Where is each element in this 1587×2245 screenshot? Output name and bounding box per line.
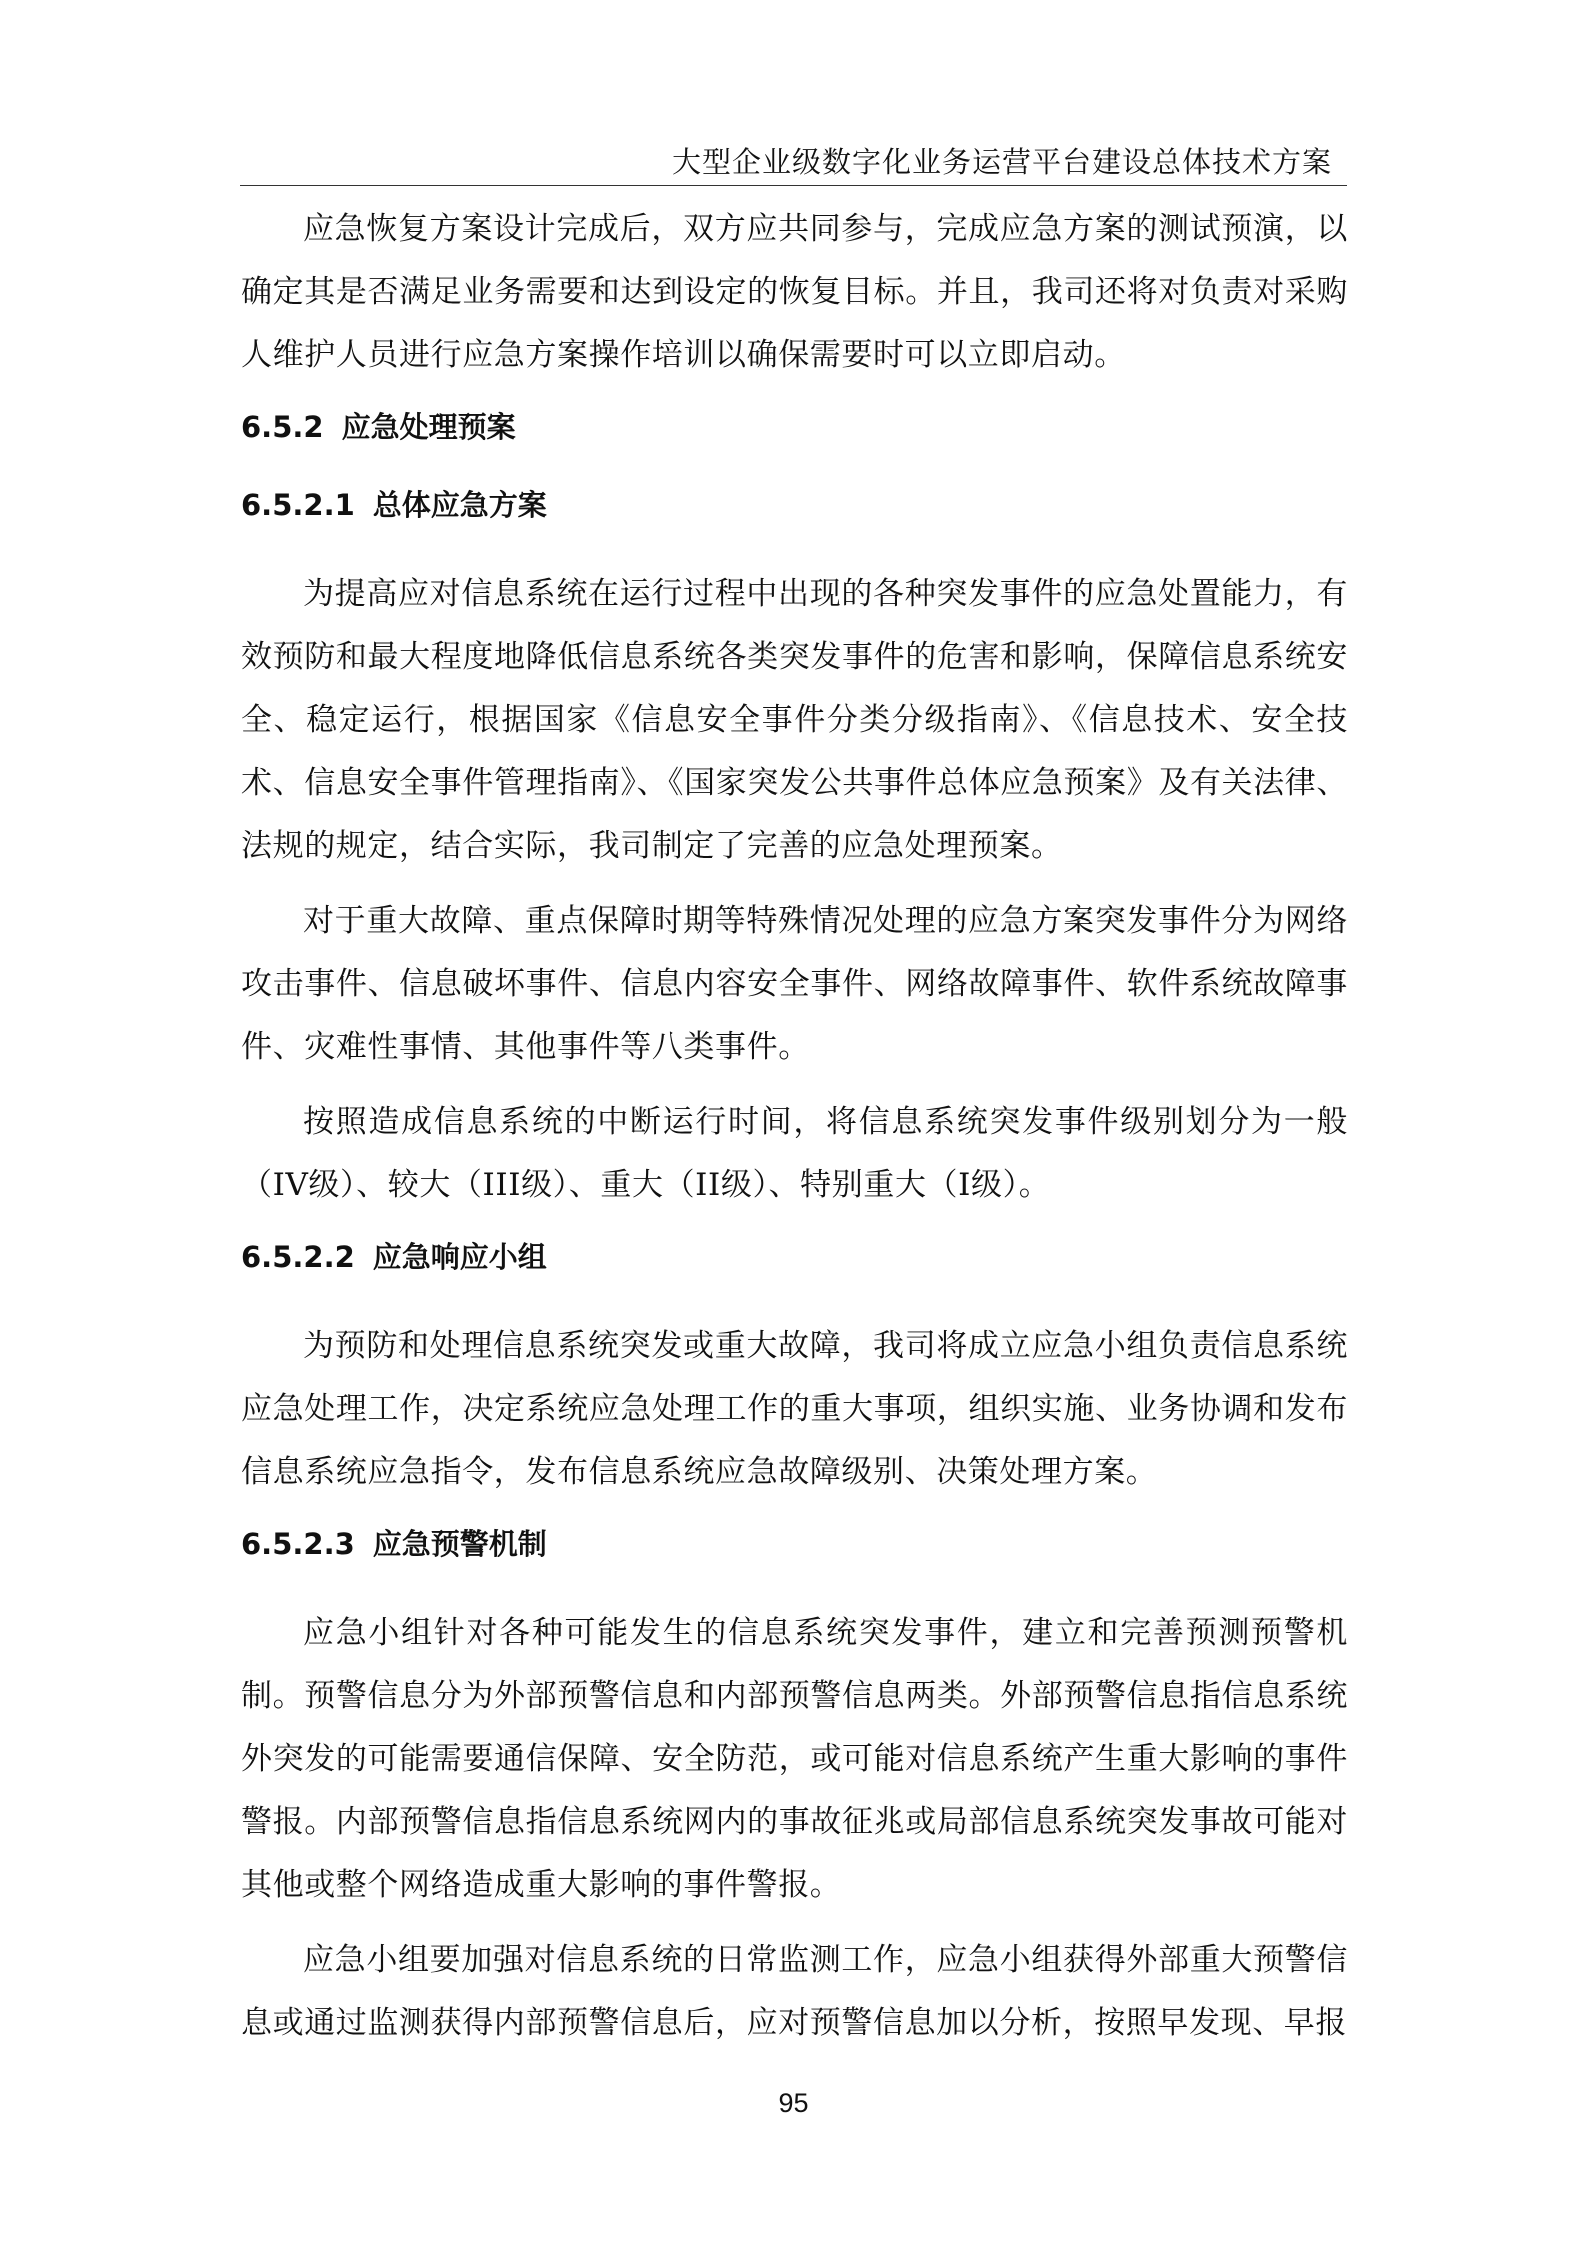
subsection-heading-6-5-2-2 [241,1237,1348,1277]
section-heading-6-5-2 [241,407,1348,447]
section-title: 总体应急方案 [372,488,547,522]
section-title: 应急预警机制 [372,1527,547,1561]
page-content [241,198,1348,2055]
section-title: 应急响应小组 [372,1240,547,1274]
paragraph: 应急恢复方案设计完成后，双方应共同参与，完成应急方案的测试预演，以确定其是否满足业务需要和达到设定的恢复目标。并且，我司还将对负责对采购人维护人员进行应急方案操作培训以确保需要时可以立即启动。 [241,211,1348,373]
subsection-heading-6-5-2-3 [241,1524,1348,1564]
paragraph: 按照造成信息系统的中断运行时间，将信息系统突发事件级别划分为一般（IV级）、较大（III级）、重大（II级）、特别重大（I级）。 [241,1104,1348,1203]
section-number: 6.5.2.1 [241,488,355,522]
page-number: 95 [778,2088,809,2118]
section-number: 6.5.2.2 [241,1240,355,1274]
paragraph: 为预防和处理信息系统突发或重大故障，我司将成立应急小组负责信息系统应急处理工作，决定系统应急处理工作的重大事项，组织实施、业务协调和发布信息系统应急指令，发布信息系统应急故障级别、决策处理方案。 [241,1328,1348,1490]
section-number: 6.5.2 [241,410,324,444]
header-divider [240,185,1347,186]
paragraph: 对于重大故障、重点保障时期等特殊情况处理的应急方案突发事件分为网络攻击事件、信息破坏事件、信息内容安全事件、网络故障事件、软件系统故障事件、灾难性事情、其他事件等八类事件。 [241,903,1348,1065]
section-number: 6.5.2.3 [241,1527,355,1561]
paragraph: 应急小组要加强对信息系统的日常监测工作，应急小组获得外部重大预警信息或通过监测获得内部预警信息后，应对预警信息加以分析，按照早发现、早报 [241,1942,1348,2041]
section-title: 应急处理预案 [341,410,516,444]
subsection-heading-6-5-2-1 [241,485,1348,525]
paragraph: 为提高应对信息系统在运行过程中出现的各种突发事件的应急处置能力，有效预防和最大程度地降低信息系统各类突发事件的危害和影响，保障信息系统安全、稳定运行，根据国家《信息安全事件分类分级指南》、《信息技术、安全技术、信息安全事件管理指南》、《国家突发公共事件总体应急预案》及有关法律、法规的规定，结合实际，我司制定了完善的应急处理预案。 [241,576,1348,864]
running-header-title: 大型企业级数字化业务运营平台建设总体技术方案 [671,145,1332,179]
paragraph: 应急小组针对各种可能发生的信息系统突发事件，建立和完善预测预警机制。预警信息分为外部预警信息和内部预警信息两类。外部预警信息指信息系统外突发的可能需要通信保障、安全防范，或可能对信息系统产生重大影响的事件警报。内部预警信息指信息系统网内的事故征兆或局部信息系统突发事故可能对其他或整个网络造成重大影响的事件警报。 [241,1615,1348,1903]
